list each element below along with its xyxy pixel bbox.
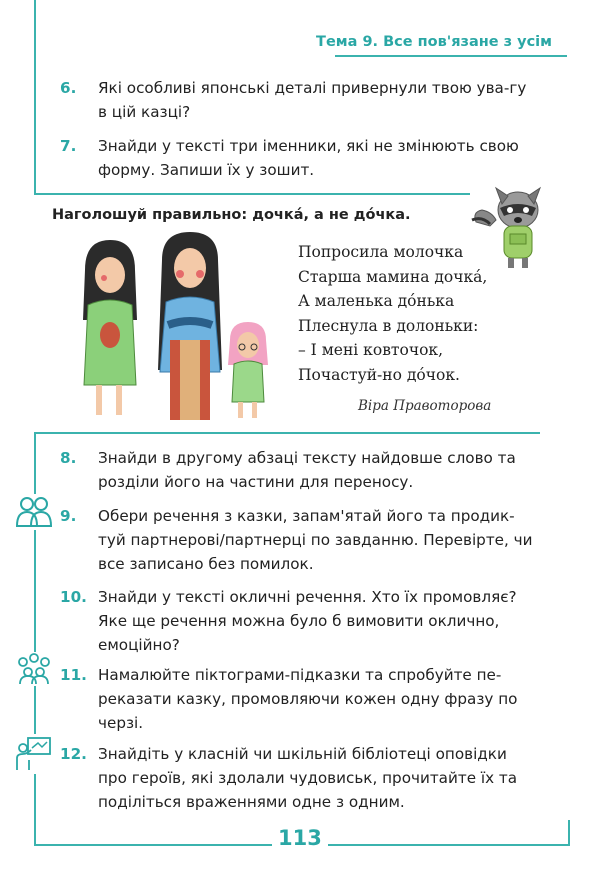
poem-line: Плеснула в долоньки:	[298, 316, 479, 335]
task-text: Знайди у тексті три іменники, які не змінюють свою форму. Запиши їх у зошит.	[98, 137, 519, 179]
poem-line: Почастуй-но до́чок.	[298, 365, 460, 384]
poem-line: – І мені ковточок,	[298, 341, 444, 359]
divider-top	[34, 193, 470, 195]
group-work-icon	[14, 652, 54, 686]
poem-line: Попросила молочка	[298, 243, 464, 261]
task-text: Знайдіть у класній чи шкільній бібліотеці оповідки про героїв, які здолали чудовиськ, прочитайте їх та поділіться враженнями одне з одним.	[98, 745, 518, 811]
task-number: 8.	[60, 449, 77, 467]
task-8	[60, 446, 540, 494]
task-12	[60, 742, 540, 814]
divider-bottom	[34, 432, 540, 434]
task-7	[60, 134, 540, 182]
task-text: Знайди в другому абзаці тексту найдовше слово та розділи його на частини для переносу.	[98, 449, 516, 491]
task-number: 12.	[60, 745, 87, 763]
task-number: 11.	[60, 666, 87, 684]
task-text: Намалюйте піктограми-підказки та спробуйте пе-реказати казку, промовляючи кожен одну фразу по черзі.	[98, 666, 518, 732]
poem-line: Старша мамина дочка́,	[298, 267, 488, 286]
header-rule	[335, 55, 567, 57]
frame-right-bottom	[568, 820, 570, 846]
pair-work-icon	[14, 494, 54, 530]
task-text: Знайди у тексті окличні речення. Хто їх промовляє? Яке ще речення можна було б вимовити окличнo, емоційно?	[98, 588, 517, 654]
library-teacher-icon	[14, 734, 54, 774]
task-10	[60, 585, 540, 657]
task-text: Які особливі японські деталі привернули твою ува-гу в цій казці?	[98, 79, 527, 121]
stress-note: Наголошуй правильно: дочка́, а не до́чка.	[52, 207, 411, 223]
task-6	[60, 76, 540, 124]
task-number: 10.	[60, 588, 87, 606]
poem-line: А маленька до́нька	[298, 292, 455, 310]
task-number: 6.	[60, 79, 77, 97]
poem	[298, 240, 487, 387]
task-text: Обери речення з казки, запам'ятай його та продик-туй партнерові/партнерці по завданню. Перевірте, чи все записано без помилок.	[98, 507, 533, 573]
task-11	[60, 663, 540, 735]
task-9	[60, 504, 540, 576]
page-number: 113	[272, 826, 328, 850]
topic-header: Тема 9. Все пов'язане з усім	[316, 34, 552, 50]
task-number: 9.	[60, 507, 77, 525]
task-number: 7.	[60, 137, 77, 155]
poem-author: Віра Правоторова	[358, 398, 492, 414]
frame-left-top	[34, 0, 36, 195]
family-illustration	[70, 230, 285, 425]
